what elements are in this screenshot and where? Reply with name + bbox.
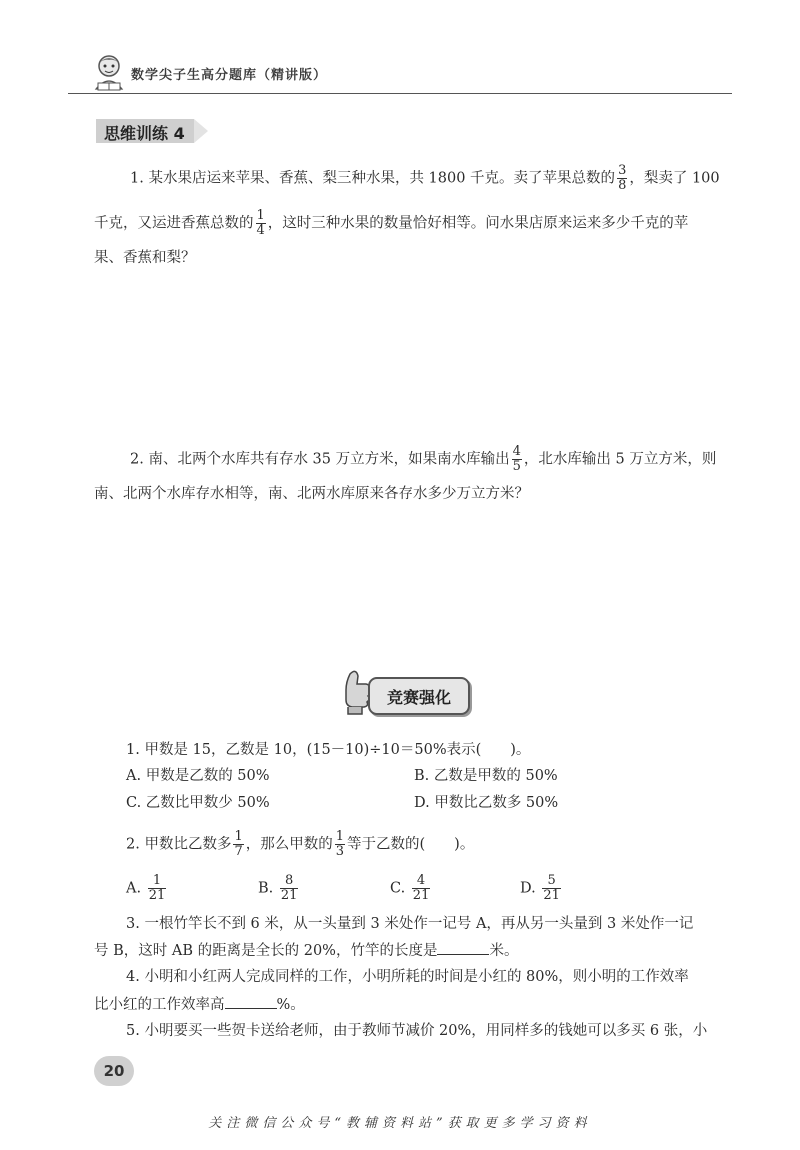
comp-q2-option-b: B. $\frac{8}{21}$: [258, 873, 298, 903]
comp-question-4-line-1: 4. 小明和小红两人完成同样的工作，小明所耗的时间是小红的 80%，则小明的工作效率: [126, 969, 689, 985]
answer-blank[interactable]: [225, 994, 277, 1009]
book-title: 数学尖子生高分题库（精讲版）: [131, 68, 328, 83]
competition-title: 竞赛强化: [386, 688, 451, 707]
comp-question-3-line-2: 号 B，这时 AB 的距离是全长的 20%，竹竿的长度是 米。: [94, 940, 518, 961]
cartoon-student-logo: [92, 53, 126, 93]
comp-q1-option-c: C. 乙数比甲数少 50%: [126, 795, 270, 811]
page-number: 20: [94, 1056, 134, 1086]
fraction: $\frac{3}{8}$: [618, 163, 627, 193]
comp-question-1: 1. 甲数是 15，乙数是 10，(15－10)÷10＝50%表示( )。: [126, 742, 531, 758]
competition-badge: [340, 668, 470, 718]
comp-question-2: 2. 甲数比乙数多 $\frac{1}{7}$ ，那么甲数的 $\frac{1}{3}$ 等于乙数的( )。: [126, 829, 475, 859]
section-title: 思维训练 4: [104, 124, 185, 143]
question-1-line-2: 千克，又运进香蕉总数的 $\frac{1}{4}$ ，这时三种水果的数量恰好相等。问水果店原来运来多少千克的苹: [94, 208, 689, 238]
comp-q1-option-a: A. 甲数是乙数的 50%: [126, 768, 270, 784]
fraction: $\frac{1}{21}$: [148, 873, 166, 903]
comp-q2-option-d: D. $\frac{5}{21}$: [520, 873, 560, 903]
question-2-line-1: 2. 南、北两个水库共有存水 35 万立方米，如果南水库输出 $\frac{4}{5}$ ，北水库输出 5 万立方米，则: [130, 444, 717, 474]
header-divider: [68, 93, 732, 94]
fraction: $\frac{1}{3}$: [335, 829, 345, 859]
comp-question-3-line-1: 3. 一根竹竿长不到 6 米，从一头量到 3 米处作一记号 A，再从另一头量到 3 米处作一记: [126, 916, 694, 932]
fraction: $\frac{1}{7}$: [234, 829, 243, 859]
comp-q1-option-b: B. 乙数是甲数的 50%: [414, 768, 558, 784]
fraction: $\frac{4}{5}$: [512, 444, 521, 474]
comp-question-4-line-2: 比小红的工作效率高 %。: [94, 994, 305, 1015]
comp-question-5-line-1: 5. 小明要买一些贺卡送给老师，由于教师节减价 20%，用同样多的钱她可以多买 6 张，小: [126, 1023, 708, 1039]
comp-q2-option-c: C. $\frac{4}{21}$: [390, 873, 430, 903]
question-1-line-3: 果、香蕉和梨？: [94, 250, 196, 266]
comp-q1-option-d: D. 甲数比乙数多 50%: [414, 795, 559, 811]
comp-q2-option-a: A. $\frac{1}{21}$: [126, 873, 166, 903]
question-2-line-2: 南、北两个水库存水相等，南、北两水库原来各存水多少万立方米？: [94, 486, 529, 502]
fraction: $\frac{8}{21}$: [280, 873, 298, 903]
footer-note: 关注微信公众号“教辅资料站”获取更多学习资料: [208, 1116, 592, 1131]
question-1-line-1: 1. 某水果店运来苹果、香蕉、梨三种水果，共 1800 千克。卖了苹果总数的 $\frac{3}{8}$ ，梨卖了 100: [130, 163, 720, 193]
answer-blank[interactable]: [437, 940, 489, 955]
fraction: $\frac{4}{21}$: [412, 873, 430, 903]
fraction: $\frac{1}{4}$: [256, 208, 265, 238]
fraction: $\frac{5}{21}$: [543, 873, 560, 903]
